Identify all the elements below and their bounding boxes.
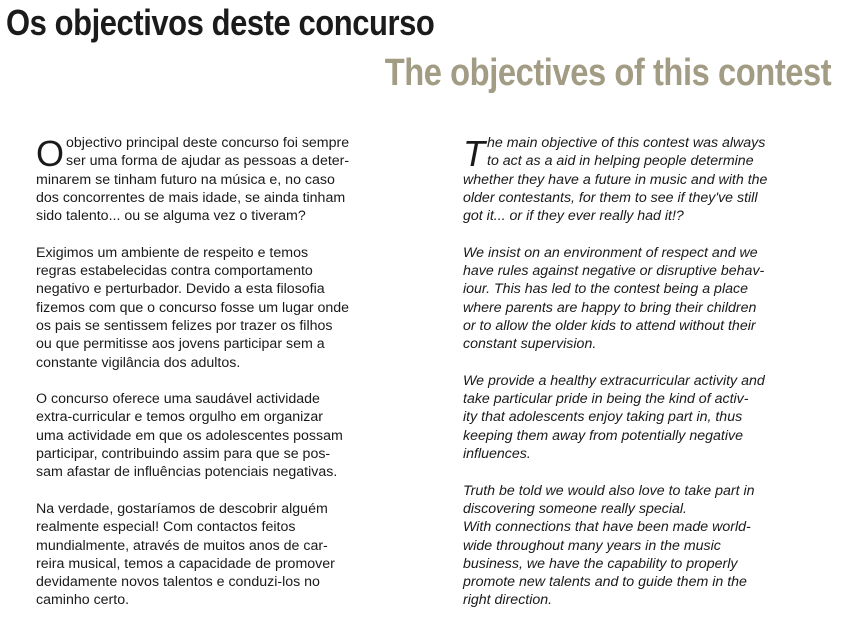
en-dropcap: T bbox=[463, 133, 485, 174]
en-paragraph-1-text: he main objective of this contest was always to act as a aid in helping people determine whether they have a future in music and with the older contestants, for them to see if they've still got it... or if they ever really had it!? bbox=[463, 135, 768, 225]
portuguese-column bbox=[36, 134, 436, 628]
en-paragraph-4: Truth be told we would also love to take part in discovering someone really special. With connections that have been made world- wide throughout many years in the music business, we have the capability to properly promote new talents and to guide them in the right direction. bbox=[463, 482, 755, 609]
pt-paragraph-1-text: objectivo principal deste concurso foi sempre ser uma forma de ajudar as pessoas a deter- minarem se tinham futuro na música e, no caso dos concorrentes de mais idade, se ainda tinham sido talento... ou se alguma vez o tiveram? bbox=[36, 135, 350, 225]
pt-paragraph-2: Exigimos um ambiente de respeito e temos regras estabelecidas contra comportamento negativo e perturbador. Devido a esta filosofia fizemos com que o concurso fosse um lugar onde os pais se sentissem felizes por trazer os filhos ou que permitisse aos jovens participar sem a constante vigilância dos adultos. bbox=[36, 244, 350, 371]
english-title: The objectives of this contest bbox=[384, 52, 831, 94]
english-column bbox=[463, 134, 833, 628]
en-paragraph-2: We insist on an environment of respect and we have rules against negative or disruptive behav- iour. This has led to the contest being a place where parents are happy to bring their children or to allow the older kids to attend without their constant supervision. bbox=[463, 244, 765, 353]
en-paragraph-3: We provide a healthy extracurricular activity and take particular pride in being the kind of activ- ity that adolescents enjoy taking part in, thus keeping them away from potentially negative influences. bbox=[463, 372, 765, 463]
pt-paragraph-3: O concurso oferece uma saudável actividade extra-curricular e temos orgulho em organizar uma actividade em que os adolescentes possam participar, contribuindo assim para que se pos- sam afastar de influências potenciais negativas. bbox=[36, 391, 343, 481]
pt-paragraph-4: Na verdade, gostaríamos de descobrir alguém realmente especial! Com contactos feitos mundialmente, através de muitos anos de car- reira musical, temos a capacidade de promover devidamente novos talentos e conduzi-los no caminho certo. bbox=[36, 500, 335, 609]
portuguese-title: Os objectivos deste concurso bbox=[6, 2, 435, 43]
en-paragraph-1 bbox=[463, 134, 833, 225]
pt-dropcap: O bbox=[36, 133, 65, 174]
pt-paragraph-1 bbox=[36, 134, 436, 225]
